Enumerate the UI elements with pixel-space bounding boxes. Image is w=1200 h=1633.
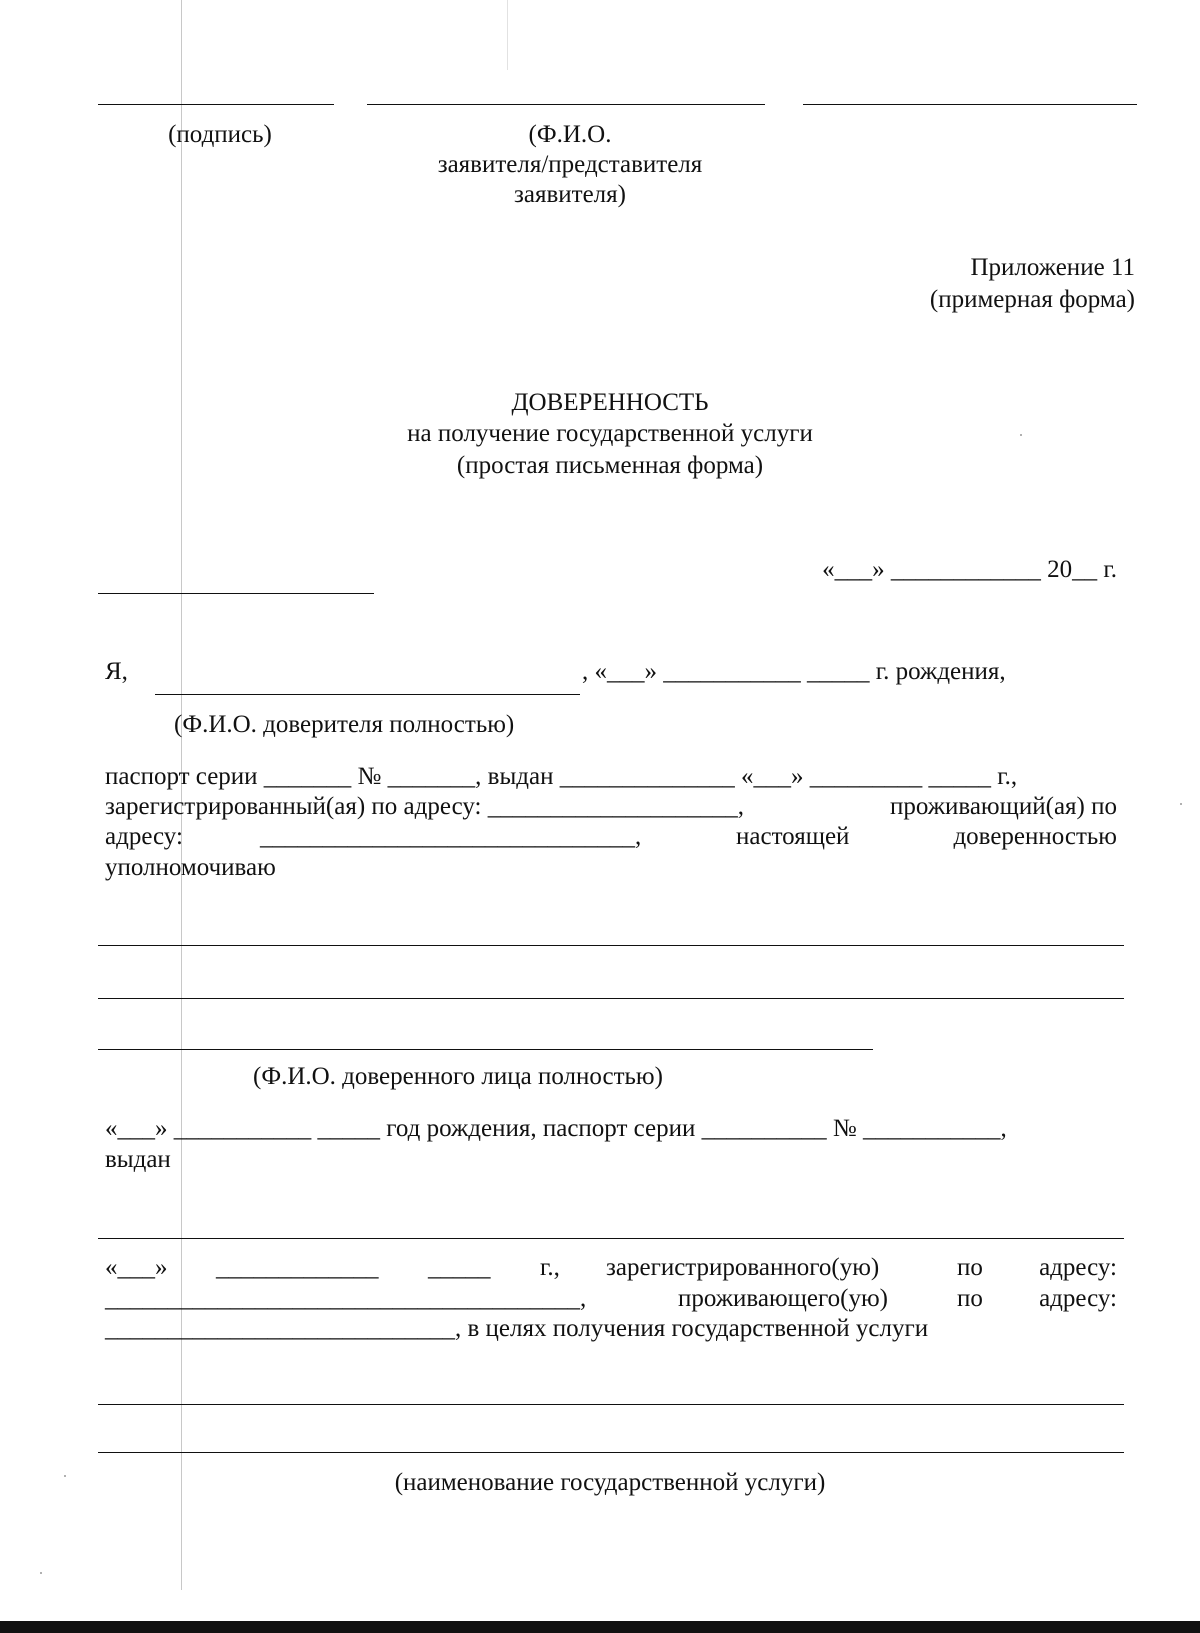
reg-address-label-2: адресу: (1039, 1285, 1117, 1312)
attorney-line-2 (98, 998, 1124, 999)
present-word: настоящей (736, 823, 850, 850)
attorney-line-3 (98, 1049, 873, 1050)
service-line-1 (98, 1404, 1124, 1405)
attorney-line-1 (98, 945, 1124, 946)
address-blank: ______________________________, (260, 823, 642, 850)
residence-label: проживающий(ая) по (889, 793, 1117, 820)
grantor-name-line (155, 694, 580, 695)
appendix-form-type: (примерная форма) (929, 286, 1135, 313)
fio-caption-line2: заявителя/представителя (437, 151, 703, 178)
scan-speck (1180, 803, 1182, 805)
registration-address: зарегистрированный(ая) по адресу: ____________________, (105, 793, 744, 820)
issued-by-line (98, 1238, 1124, 1239)
scan-speck (64, 1475, 66, 1477)
authorize-word: уполномочиваю (105, 854, 276, 881)
place-line (98, 593, 374, 594)
fio-caption-line1: (Ф.И.О. (528, 121, 612, 148)
scan-artifact-line-faint (507, 0, 508, 70)
service-line-2 (98, 1452, 1124, 1453)
fio-line (367, 104, 765, 105)
reg-year-suffix: г., (540, 1254, 560, 1281)
address-label: адресу: (105, 823, 183, 850)
signature-caption: (подпись) (168, 121, 272, 148)
signature-line (98, 104, 334, 105)
grantor-caption: (Ф.И.О. доверителя полностью) (174, 711, 515, 738)
reg-year-blank: _____ (428, 1254, 491, 1281)
passport-line: паспорт серии _______ № _______, выдан ______________ «___» _________ _____ г., (105, 763, 1018, 790)
reg-po-1: по (957, 1254, 983, 1281)
reg-purpose-line: ____________________________, в целях получения государственной услуги (105, 1315, 929, 1342)
reg-registered-label: зарегистрированного(ую) (606, 1254, 880, 1281)
scan-speck (40, 1572, 42, 1574)
appendix-number: Приложение 11 (970, 254, 1135, 281)
reg-address-blank: ______________________________________, (105, 1285, 587, 1312)
attorney-issued: выдан (105, 1146, 171, 1173)
service-caption: (наименование государственной услуги) (394, 1469, 826, 1496)
reg-month-blank: _____________ (216, 1254, 379, 1281)
date-line-header (803, 104, 1137, 105)
attorney-caption: (Ф.И.О. доверенного лица полностью) (253, 1063, 663, 1090)
scan-bottom-edge (0, 1621, 1200, 1633)
grantor-birth: , «___» ___________ _____ г. рождения, (582, 658, 1006, 685)
document-title: ДОВЕРЕННОСТЬ (511, 389, 709, 416)
document-subtitle: на получение государственной услуги (407, 420, 813, 447)
power-of-attorney-word: доверенностью (953, 823, 1117, 850)
reg-residing-label: проживающего(ую) (678, 1285, 888, 1312)
scan-speck (1020, 434, 1022, 436)
grantor-prefix: Я, (105, 658, 128, 685)
document-date: «___» ____________ 20__ г. (822, 556, 1117, 583)
fio-caption-line3: заявителя) (514, 181, 626, 208)
reg-po-2: по (957, 1285, 983, 1312)
reg-date-quote: «___» (105, 1254, 168, 1281)
reg-address-label-1: адресу: (1039, 1254, 1117, 1281)
attorney-birth-line: «___» ___________ _____ год рождения, паспорт серии __________ № ___________, (105, 1115, 1007, 1142)
document-form-note: (простая письменная форма) (456, 452, 764, 479)
